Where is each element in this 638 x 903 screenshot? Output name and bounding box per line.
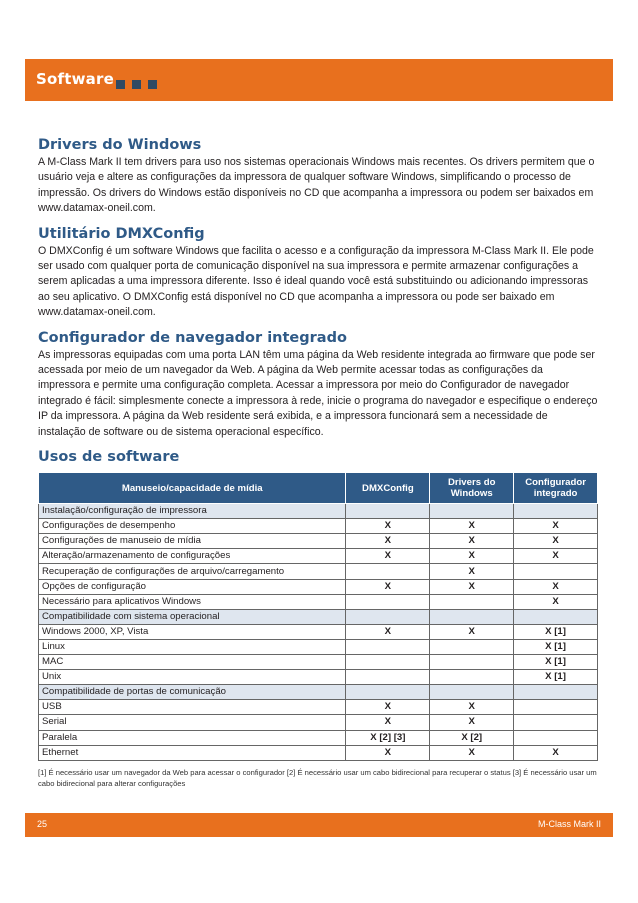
row-label-cell: Linux <box>39 639 346 654</box>
table-cell: X [1] <box>514 639 598 654</box>
table-row <box>39 715 598 730</box>
table-cell <box>514 564 598 579</box>
table-group-row <box>39 609 598 624</box>
table-group-row <box>39 685 598 700</box>
table-cell <box>514 504 598 519</box>
section-dmxconfig <box>38 226 598 321</box>
table-cell: X <box>430 549 514 564</box>
table-row <box>39 519 598 534</box>
header-title: Software <box>36 70 114 88</box>
table-cell <box>346 564 430 579</box>
table-cell <box>430 639 514 654</box>
table-row <box>39 534 598 549</box>
table-cell: X <box>514 519 598 534</box>
table-cell <box>346 639 430 654</box>
row-label-cell: MAC <box>39 655 346 670</box>
table-cell: X <box>430 745 514 760</box>
table-cell <box>514 715 598 730</box>
table-body <box>39 504 598 761</box>
row-label-cell: Configurações de manuseio de mídia <box>39 534 346 549</box>
table-cell <box>346 685 430 700</box>
row-label-cell: Compatibilidade com sistema operacional <box>39 609 346 624</box>
table-cell: X <box>346 745 430 760</box>
row-label-cell: Opções de configuração <box>39 579 346 594</box>
table-row <box>39 624 598 639</box>
table-group-row <box>39 504 598 519</box>
table-cell: X <box>430 624 514 639</box>
table-cell: X <box>514 579 598 594</box>
section-drivers <box>38 137 598 217</box>
table-cell: X [1] <box>514 655 598 670</box>
table-cell: X <box>346 624 430 639</box>
table-header-cell: Manuseio/capacidade de mídia <box>39 473 346 504</box>
table-cell: X <box>430 715 514 730</box>
table-cell: X [2] <box>430 730 514 745</box>
table-cell <box>430 504 514 519</box>
table-header-row <box>39 473 598 504</box>
footnotes: [1] É necessário usar um navegador da Web para acessar o configurador [2] É necessário usar um cabo bidirecional para recuperar o status [3] É necessário usar um cabo bidirecional para alterar configurações <box>38 768 597 788</box>
section-title: Drivers do Windows <box>38 137 202 153</box>
table-row <box>39 594 598 609</box>
table-row <box>39 639 598 654</box>
section-body: As impressoras equipadas com uma porta LAN têm uma página da Web residente integrada ao firmware que pode ser acessada por meio de um navegador da Web. A página da Web permite acessar todas as configurações da impressora e permite uma configuração completa. Acessar a impressora por meio do Configurador de navegador integrado é fácil: simplesmente conecte a impressora à rede, inicie o programa do navegador e especifique o endereço IP da impressora. A página da Web residente será exibida, e a impressora funcionará sem a necessidade de instalação de software ou de sistema operacional específico. <box>38 348 598 438</box>
table-cell: X <box>514 745 598 760</box>
table-row <box>39 549 598 564</box>
footer-bar <box>25 813 613 837</box>
square-icon <box>116 80 125 89</box>
square-icon <box>148 80 157 89</box>
table-cell <box>430 609 514 624</box>
table-cell <box>346 670 430 685</box>
table-cell: X <box>346 700 430 715</box>
row-label-cell: Compatibilidade de portas de comunicação <box>39 685 346 700</box>
table-cell: X <box>430 564 514 579</box>
section-title: Utilitário DMXConfig <box>38 225 205 242</box>
row-label-cell: Configurações de desempenho <box>39 519 346 534</box>
table-cell: X <box>430 534 514 549</box>
row-label-cell: Instalação/configuração de impressora <box>39 504 346 519</box>
table-header-cell: Drivers do Windows <box>430 473 514 504</box>
table-row <box>39 670 598 685</box>
section-title: Configurador de navegador integrado <box>38 329 347 346</box>
section-software-uses <box>38 449 598 761</box>
table-cell <box>430 655 514 670</box>
table-row <box>39 745 598 760</box>
row-label-cell: Unix <box>39 670 346 685</box>
row-label-cell: USB <box>39 700 346 715</box>
header-bar <box>25 59 613 101</box>
table-cell <box>346 609 430 624</box>
page-content <box>38 137 598 761</box>
table-row <box>39 700 598 715</box>
table-header-cell: DMXConfig <box>346 473 430 504</box>
table-cell <box>514 609 598 624</box>
table-cell: X <box>430 579 514 594</box>
table-cell: X [2] [3] <box>346 730 430 745</box>
row-label-cell: Paralela <box>39 730 346 745</box>
section-body: O DMXConfig é um software Windows que facilita o acesso e a configuração da impressora M-Class Mark II. Ele pode ser usado com qualquer porta de comunicação disponível na sua impressora e permite armazenar configurações a serem aplicadas a uma impressora diferente. Isso é ideal quando você está substituindo ou adicionando impressoras ao seu aplicativo. O DMXConfig está disponível no CD que acompanha a impressora ou pode ser baixado em www.datamax-oneil.com. <box>38 244 594 319</box>
row-label-cell: Necessário para aplicativos Windows <box>39 594 346 609</box>
page-number: 25 <box>37 819 48 829</box>
table-cell: X <box>346 534 430 549</box>
table-cell <box>514 700 598 715</box>
table-cell <box>346 594 430 609</box>
table-cell <box>514 730 598 745</box>
table-cell <box>514 685 598 700</box>
table-cell <box>430 594 514 609</box>
section-body: A M-Class Mark II tem drivers para uso nos sistemas operacionais Windows mais recentes. Os drivers permitem que o usuário veja e altere as configurações da impressora de qualquer software Windows, simplificando o processo de impressão. Os drivers do Windows estão disponíveis no CD que acompanha a impressora ou podem ser baixados em www.datamax-oneil.com. <box>38 156 595 215</box>
table-cell: X <box>514 534 598 549</box>
table-row <box>39 655 598 670</box>
table-cell: X <box>346 519 430 534</box>
table-cell: X <box>430 519 514 534</box>
section-title: Usos de software <box>38 449 180 466</box>
row-label-cell: Recuperação de configurações de arquivo/carregamento <box>39 564 346 579</box>
table-row <box>39 564 598 579</box>
table-cell: X <box>514 549 598 564</box>
row-label-cell: Ethernet <box>39 745 346 760</box>
row-label-cell: Serial <box>39 715 346 730</box>
table-cell: X [1] <box>514 670 598 685</box>
section-browser-config <box>38 330 598 440</box>
table-cell <box>346 504 430 519</box>
table-cell: X <box>346 549 430 564</box>
table-row <box>39 730 598 745</box>
table-cell: X <box>346 579 430 594</box>
table-cell <box>430 670 514 685</box>
row-label-cell: Alteração/armazenamento de configurações <box>39 549 346 564</box>
footer-brand: M-Class Mark II <box>538 819 601 829</box>
table-cell <box>430 685 514 700</box>
table-cell: X <box>430 700 514 715</box>
table-header-cell: Configurador integrado <box>514 473 598 504</box>
header-squares <box>116 80 157 89</box>
table-cell: X <box>346 715 430 730</box>
table-cell: X [1] <box>514 624 598 639</box>
table-row <box>39 579 598 594</box>
square-icon <box>132 80 141 89</box>
table-cell <box>346 655 430 670</box>
table-cell: X <box>514 594 598 609</box>
software-uses-table <box>38 472 598 761</box>
row-label-cell: Windows 2000, XP, Vista <box>39 624 346 639</box>
